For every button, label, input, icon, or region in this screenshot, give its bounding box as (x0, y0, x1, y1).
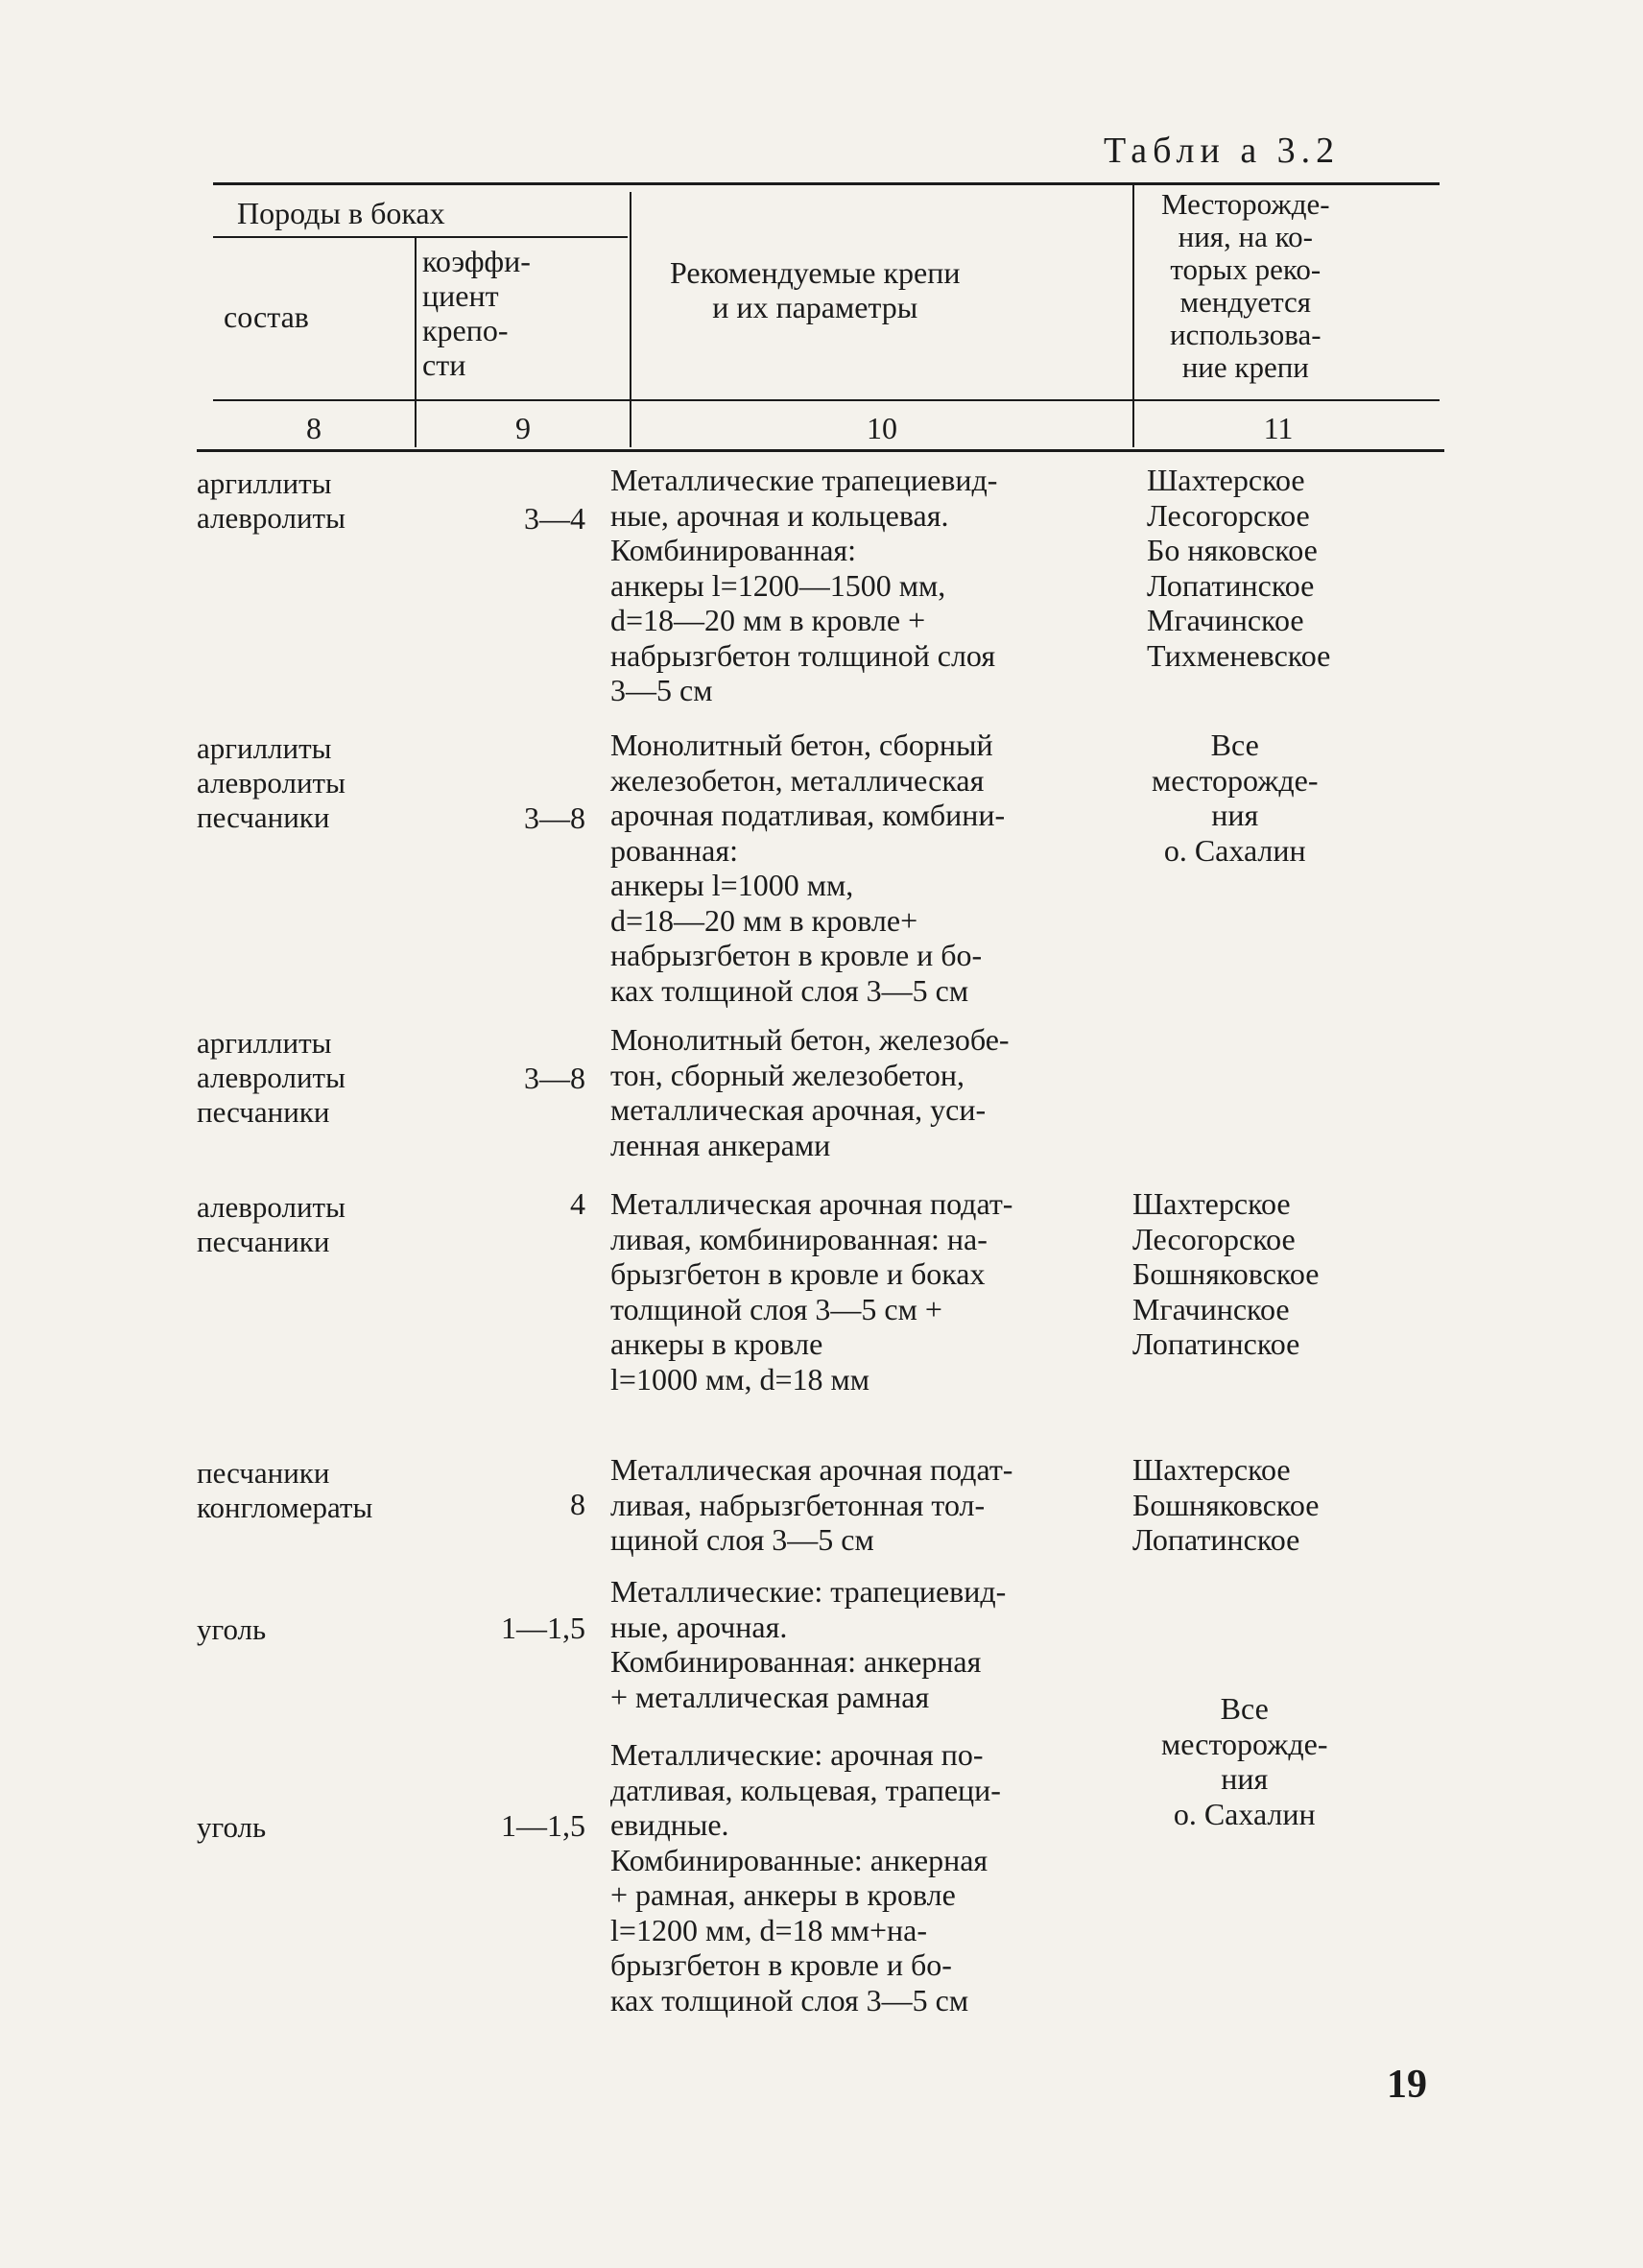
cell-support: Монолитный бетон, сборный железобетон, металлическая арочная податливая, комбини- рованная: анкеры l=1000 мм, d=18—20 мм в кровле+ набрызгбетон в кровле и бо- ках толщиной слоя 3—5 см (610, 728, 1006, 1008)
col-number-8: 8 (306, 411, 321, 445)
col-number-10: 10 (867, 411, 897, 445)
cell-composition: песчаники конгломераты (197, 1456, 373, 1524)
cell-support: Металлические: трапециевид- ные, арочная. Комбинированная: анкерная + металлическая рамная (610, 1574, 1007, 1714)
col-number-11: 11 (1263, 411, 1294, 445)
cell-support: Металлические трапециевид- ные, арочная и кольцевая. Комбинированная: анкеры l=1200—1500 мм, d=18—20 мм в кровле + набрызгбетон толщиной слоя 3—5 см (610, 463, 998, 707)
col-header-support: Рекомендуемые крепи и их параметры (670, 255, 961, 324)
cell-strength: 3—8 (524, 1061, 585, 1095)
cell-support: Металлическая арочная подат- ливая, набрызгбетонная тол- щиной слоя 3—5 см (610, 1452, 1013, 1557)
cell-deposits: Шахтерское Лесогорское Бо няковское Лопатинское Мгачинское Тихменевское (1147, 463, 1331, 673)
cell-strength: 3—4 (524, 501, 585, 536)
cell-composition: уголь (197, 1810, 267, 1844)
cell-strength: 1—1,5 (501, 1611, 585, 1645)
cell-strength: 4 (570, 1186, 585, 1221)
cell-composition: аргиллиты алевролиты песчаники (197, 1026, 345, 1129)
col-header-strength: коэффи- циент крепо- сти (422, 244, 531, 382)
cell-composition: уголь (197, 1612, 267, 1646)
cell-composition: аргиллиты алевролиты песчаники (197, 731, 345, 834)
cell-deposits: Все месторожде- ния о. Сахалин (1161, 1691, 1328, 1831)
header-divider-3 (1132, 182, 1134, 447)
cell-support: Металлические: арочная по- датливая, кольцевая, трапеци- евидные. Комбинированные: анкерная + рамная, анкеры в кровле l=1200 мм, d=18 мм+на- брызгбетон в кровле и бо- ках толщиной слоя 3—5 см (610, 1737, 1001, 2017)
cell-strength: 1—1,5 (501, 1808, 585, 1843)
group-header-rocks: Породы в боках (237, 196, 445, 230)
cell-strength: 3—8 (524, 800, 585, 835)
page-number: 19 (1387, 2063, 1427, 2107)
cell-support: Монолитный бетон, железобе- тон, сборный железобетон, металлическая арочная, уси- ленная анкерами (610, 1022, 1010, 1162)
group-underline-rule (213, 236, 628, 238)
cell-deposits: Шахтерское Бошняковское Лопатинское (1132, 1452, 1320, 1557)
cell-strength: 8 (570, 1487, 585, 1521)
cell-support: Металлическая арочная подат- ливая, комбинированная: на- брызгбетон в кровле и боках толщиной слоя 3—5 см + анкеры в кровле l=1000 мм, d=18 мм (610, 1186, 1013, 1397)
cell-composition: алевролиты песчаники (197, 1190, 345, 1258)
col-header-composition: состав (224, 299, 309, 334)
col-number-9: 9 (515, 411, 531, 445)
header-top-rule (213, 182, 1440, 185)
cell-composition: аргиллиты алевролиты (197, 466, 345, 535)
col-header-deposits: Месторожде- ния, на ко- торых реко- мендуется использова- ние крепи (1161, 187, 1330, 384)
numbers-bottom-rule (197, 449, 1444, 452)
table-caption: Табли а 3.2 (1104, 131, 1341, 171)
cell-deposits: Шахтерское Лесогорское Бошняковское Мгачинское Лопатинское (1132, 1186, 1320, 1361)
cell-deposits: Все месторожде- ния о. Сахалин (1152, 728, 1319, 868)
header-divider-2 (630, 192, 631, 447)
header-bottom-rule (213, 399, 1440, 401)
